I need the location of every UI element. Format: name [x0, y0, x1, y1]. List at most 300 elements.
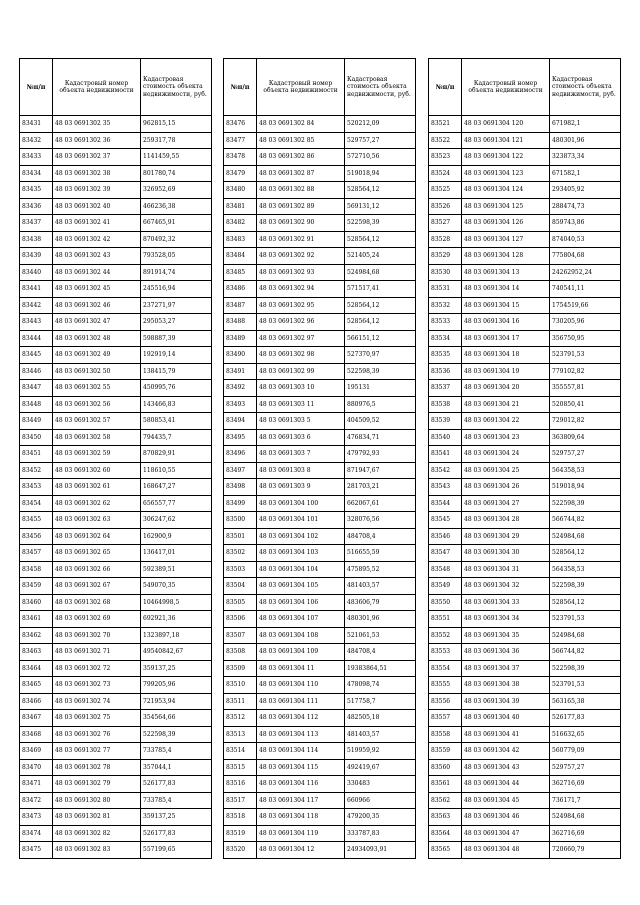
cadastral-value-cell: 516655,59	[345, 545, 416, 562]
cadastral-value-cell: 527370,97	[345, 347, 416, 364]
row-number-cell: 83560	[429, 759, 462, 776]
table-row	[429, 759, 621, 776]
cadastral-value-cell: 524984,68	[550, 627, 621, 644]
row-number-cell: 83463	[20, 644, 53, 661]
row-number-cell: 83467	[20, 710, 53, 727]
cadastral-value-cell: 482505,18	[345, 710, 416, 727]
cadastral-number-cell: 48 03 0691303 6	[257, 429, 345, 446]
header-number: №п/п	[224, 59, 257, 116]
cadastral-number-cell: 48 03 0691302 84	[257, 116, 345, 133]
header-cadastral-number: Кадастровый номер объекта недвижимости	[53, 59, 141, 116]
row-number-cell: 83558	[429, 726, 462, 743]
table-row	[20, 594, 212, 611]
row-number-cell: 83500	[224, 512, 257, 529]
row-number-cell: 83437	[20, 215, 53, 232]
row-number-cell: 83454	[20, 495, 53, 512]
table-row	[429, 693, 621, 710]
row-number-cell: 83483	[224, 231, 257, 248]
row-number-cell: 83444	[20, 330, 53, 347]
header-cadastral-value: Кадастровая стоимость объекта недвижимости, руб.	[345, 59, 416, 116]
row-number-cell: 83489	[224, 330, 257, 347]
row-number-cell: 83446	[20, 363, 53, 380]
table-header	[429, 59, 621, 116]
cadastral-value-cell: 293405,92	[550, 182, 621, 199]
row-number-cell: 83490	[224, 347, 257, 364]
cadastral-number-cell: 48 03 0691302 48	[53, 330, 141, 347]
cadastral-value-cell: 354564,66	[141, 710, 212, 727]
table-row	[429, 330, 621, 347]
table-row	[429, 380, 621, 397]
table-row	[429, 149, 621, 166]
cadastral-number-cell: 48 03 0691302 66	[53, 561, 141, 578]
row-number-cell: 83494	[224, 413, 257, 430]
table-row	[20, 248, 212, 265]
table-row	[429, 198, 621, 215]
table-row	[224, 231, 416, 248]
cadastral-value-cell: 517758,7	[345, 693, 416, 710]
cadastral-number-cell: 48 03 0691304 109	[257, 644, 345, 661]
cadastral-value-cell: 326952,69	[141, 182, 212, 199]
row-number-cell: 83443	[20, 314, 53, 331]
row-number-cell: 83465	[20, 677, 53, 694]
table-row	[20, 215, 212, 232]
cadastral-number-cell: 48 03 0691302 63	[53, 512, 141, 529]
table-row	[429, 594, 621, 611]
row-number-cell: 83527	[429, 215, 462, 232]
table-body	[20, 116, 212, 859]
cadastral-number-cell: 48 03 0691302 93	[257, 264, 345, 281]
cadastral-value-cell: 519959,92	[345, 743, 416, 760]
row-number-cell: 83492	[224, 380, 257, 397]
table-row	[224, 495, 416, 512]
cadastral-number-cell: 48 03 0691302 60	[53, 462, 141, 479]
row-number-cell: 83540	[429, 429, 462, 446]
row-number-cell: 83546	[429, 528, 462, 545]
table-row	[20, 512, 212, 529]
row-number-cell: 83534	[429, 330, 462, 347]
row-number-cell: 83477	[224, 132, 257, 149]
cadastral-value-cell: 520212,09	[345, 116, 416, 133]
table-row	[20, 462, 212, 479]
table-row	[224, 594, 416, 611]
row-number-cell: 83473	[20, 809, 53, 826]
cadastral-number-cell: 48 03 0691304 44	[462, 776, 550, 793]
row-number-cell: 83499	[224, 495, 257, 512]
table-row	[429, 462, 621, 479]
header-number: №п/п	[429, 59, 462, 116]
row-number-cell: 83530	[429, 264, 462, 281]
table-row	[224, 297, 416, 314]
table-row	[20, 281, 212, 298]
row-number-cell: 83523	[429, 149, 462, 166]
cadastral-value-cell: 476834,71	[345, 429, 416, 446]
table-row	[20, 495, 212, 512]
cadastral-value-cell: 1141459,55	[141, 149, 212, 166]
row-number-cell: 83493	[224, 396, 257, 413]
row-number-cell: 83539	[429, 413, 462, 430]
table-row	[429, 182, 621, 199]
cadastral-value-cell: 49540842,67	[141, 644, 212, 661]
row-number-cell: 83434	[20, 165, 53, 182]
table-row	[20, 116, 212, 133]
cadastral-value-cell: 801780,74	[141, 165, 212, 182]
row-number-cell: 83495	[224, 429, 257, 446]
table-row	[224, 413, 416, 430]
row-number-cell: 83461	[20, 611, 53, 628]
cadastral-value-cell: 355557,81	[550, 380, 621, 397]
table-row	[429, 677, 621, 694]
cadastral-number-cell: 48 03 0691302 90	[257, 215, 345, 232]
cadastral-value-cell: 522598,39	[550, 495, 621, 512]
cadastral-value-cell: 357044,1	[141, 759, 212, 776]
row-number-cell: 83510	[224, 677, 257, 694]
row-number-cell: 83458	[20, 561, 53, 578]
cadastral-number-cell: 48 03 0691304 114	[257, 743, 345, 760]
cadastral-number-cell: 48 03 0691302 67	[53, 578, 141, 595]
table-row	[20, 726, 212, 743]
cadastral-value-cell: 281703,21	[345, 479, 416, 496]
table-row	[224, 198, 416, 215]
cadastral-number-cell: 48 03 0691302 89	[257, 198, 345, 215]
cadastral-number-cell: 48 03 0691304 36	[462, 644, 550, 661]
cadastral-number-cell: 48 03 0691302 56	[53, 396, 141, 413]
cadastral-number-cell: 48 03 0691304 103	[257, 545, 345, 562]
cadastral-number-cell: 48 03 0691303 10	[257, 380, 345, 397]
row-number-cell: 83537	[429, 380, 462, 397]
row-number-cell: 83507	[224, 627, 257, 644]
table-row	[429, 710, 621, 727]
row-number-cell: 83515	[224, 759, 257, 776]
table-row	[429, 479, 621, 496]
row-number-cell: 83432	[20, 132, 53, 149]
cadastral-value-cell: 483606,79	[345, 594, 416, 611]
row-number-cell: 83547	[429, 545, 462, 562]
table-row	[429, 528, 621, 545]
table-row	[429, 446, 621, 463]
cadastral-value-cell: 528564,12	[550, 594, 621, 611]
cadastral-value-cell: 529757,27	[550, 446, 621, 463]
table-row	[20, 627, 212, 644]
cadastral-number-cell: 48 03 0691304 102	[257, 528, 345, 545]
cadastral-value-cell: 528564,12	[345, 297, 416, 314]
table-row	[20, 413, 212, 430]
cadastral-value-cell: 720660,79	[550, 842, 621, 859]
cadastral-value-cell: 522598,39	[550, 660, 621, 677]
row-number-cell: 83479	[224, 165, 257, 182]
table-row	[429, 116, 621, 133]
cadastral-value-cell: 484708,4	[345, 528, 416, 545]
cadastral-value-cell: 480301,96	[345, 611, 416, 628]
row-number-cell: 83503	[224, 561, 257, 578]
row-number-cell: 83497	[224, 462, 257, 479]
table-row	[224, 561, 416, 578]
table-row	[224, 396, 416, 413]
cadastral-number-cell: 48 03 0691304 18	[462, 347, 550, 364]
row-number-cell: 83509	[224, 660, 257, 677]
cadastral-number-cell: 48 03 0691304 108	[257, 627, 345, 644]
table-header	[224, 59, 416, 116]
cadastral-value-cell: 779102,82	[550, 363, 621, 380]
cadastral-number-cell: 48 03 0691304 41	[462, 726, 550, 743]
cadastral-number-cell: 48 03 0691302 35	[53, 116, 141, 133]
table-row	[429, 231, 621, 248]
cadastral-number-cell: 48 03 0691302 45	[53, 281, 141, 298]
cadastral-value-cell: 740541,11	[550, 281, 621, 298]
cadastral-value-cell: 529757,27	[550, 759, 621, 776]
table-row	[429, 726, 621, 743]
cadastral-value-cell: 359137,25	[141, 809, 212, 826]
table-row	[224, 743, 416, 760]
cadastral-table-1	[19, 58, 212, 859]
cadastral-value-cell: 729012,82	[550, 413, 621, 430]
table-row	[224, 264, 416, 281]
table-row	[429, 561, 621, 578]
cadastral-number-cell: 48 03 0691304 20	[462, 380, 550, 397]
table-row	[20, 528, 212, 545]
table-row	[224, 347, 416, 364]
table-row	[429, 512, 621, 529]
table-row	[224, 330, 416, 347]
cadastral-value-cell: 528564,12	[345, 182, 416, 199]
table-header	[20, 59, 212, 116]
table-row	[224, 693, 416, 710]
cadastral-value-cell: 138415,79	[141, 363, 212, 380]
cadastral-number-cell: 48 03 0691304 25	[462, 462, 550, 479]
table-row	[429, 545, 621, 562]
cadastral-table-3	[428, 58, 621, 859]
cadastral-number-cell: 48 03 0691304 119	[257, 825, 345, 842]
cadastral-number-cell: 48 03 0691304 29	[462, 528, 550, 545]
cadastral-number-cell: 48 03 0691302 55	[53, 380, 141, 397]
row-number-cell: 83504	[224, 578, 257, 595]
row-number-cell: 83501	[224, 528, 257, 545]
table-row	[20, 561, 212, 578]
table-row	[429, 413, 621, 430]
cadastral-number-cell: 48 03 0691302 69	[53, 611, 141, 628]
cadastral-value-cell: 526177,83	[141, 776, 212, 793]
row-number-cell: 83556	[429, 693, 462, 710]
cadastral-number-cell: 48 03 0691304 125	[462, 198, 550, 215]
cadastral-value-cell: 475895,52	[345, 561, 416, 578]
row-number-cell: 83533	[429, 314, 462, 331]
row-number-cell: 83485	[224, 264, 257, 281]
cadastral-number-cell: 48 03 0691304 47	[462, 825, 550, 842]
cadastral-number-cell: 48 03 0691304 13	[462, 264, 550, 281]
cadastral-number-cell: 48 03 0691304 15	[462, 297, 550, 314]
cadastral-number-cell: 48 03 0691302 79	[53, 776, 141, 793]
table-row	[224, 116, 416, 133]
cadastral-value-cell: 571517,41	[345, 281, 416, 298]
table-row	[224, 248, 416, 265]
table-row	[20, 198, 212, 215]
row-number-cell: 83555	[429, 677, 462, 694]
row-number-cell: 83433	[20, 149, 53, 166]
table-row	[20, 363, 212, 380]
cadastral-number-cell: 48 03 0691304 37	[462, 660, 550, 677]
cadastral-number-cell: 48 03 0691302 76	[53, 726, 141, 743]
cadastral-value-cell: 874040,53	[550, 231, 621, 248]
table-row	[20, 132, 212, 149]
row-number-cell: 83544	[429, 495, 462, 512]
cadastral-number-cell: 48 03 0691302 96	[257, 314, 345, 331]
cadastral-value-cell: 306247,62	[141, 512, 212, 529]
table-row	[20, 446, 212, 463]
cadastral-value-cell: 526177,83	[550, 710, 621, 727]
table-row	[20, 264, 212, 281]
cadastral-value-cell: 481403,57	[345, 578, 416, 595]
table-row	[224, 363, 416, 380]
cadastral-value-cell: 775804,68	[550, 248, 621, 265]
cadastral-number-cell: 48 03 0691304 35	[462, 627, 550, 644]
cadastral-value-cell: 962815,15	[141, 116, 212, 133]
row-number-cell: 83482	[224, 215, 257, 232]
cadastral-value-cell: 528564,12	[345, 231, 416, 248]
row-number-cell: 83486	[224, 281, 257, 298]
cadastral-number-cell: 48 03 0691302 59	[53, 446, 141, 463]
row-number-cell: 83460	[20, 594, 53, 611]
row-number-cell: 83449	[20, 413, 53, 430]
row-number-cell: 83511	[224, 693, 257, 710]
cadastral-value-cell: 880976,5	[345, 396, 416, 413]
cadastral-value-cell: 295053,27	[141, 314, 212, 331]
table-row	[224, 792, 416, 809]
row-number-cell: 83505	[224, 594, 257, 611]
cadastral-value-cell: 730205,96	[550, 314, 621, 331]
cadastral-number-cell: 48 03 0691302 72	[53, 660, 141, 677]
table-row	[224, 446, 416, 463]
cadastral-value-cell: 563165,38	[550, 693, 621, 710]
row-number-cell: 83469	[20, 743, 53, 760]
cadastral-value-cell: 237271,97	[141, 297, 212, 314]
cadastral-value-cell: 520850,41	[550, 396, 621, 413]
cadastral-value-cell: 692921,36	[141, 611, 212, 628]
table-row	[20, 660, 212, 677]
table-row	[224, 825, 416, 842]
cadastral-number-cell: 48 03 0691302 64	[53, 528, 141, 545]
cadastral-value-cell: 523791,53	[550, 611, 621, 628]
cadastral-value-cell: 492419,67	[345, 759, 416, 776]
cadastral-number-cell: 48 03 0691302 36	[53, 132, 141, 149]
cadastral-value-cell: 549070,35	[141, 578, 212, 595]
cadastral-value-cell: 859743,86	[550, 215, 621, 232]
table-row	[429, 611, 621, 628]
cadastral-number-cell: 48 03 0691302 75	[53, 710, 141, 727]
cadastral-value-cell: 566151,12	[345, 330, 416, 347]
cadastral-number-cell: 48 03 0691304 11	[257, 660, 345, 677]
cadastral-value-cell: 662067,61	[345, 495, 416, 512]
cadastral-value-cell: 356750,95	[550, 330, 621, 347]
cadastral-number-cell: 48 03 0691304 105	[257, 578, 345, 595]
cadastral-value-cell: 870492,32	[141, 231, 212, 248]
cadastral-value-cell: 1323897,18	[141, 627, 212, 644]
cadastral-number-cell: 48 03 0691304 120	[462, 116, 550, 133]
cadastral-number-cell: 48 03 0691302 49	[53, 347, 141, 364]
cadastral-value-cell: 566744,82	[550, 512, 621, 529]
cadastral-value-cell: 526177,83	[141, 825, 212, 842]
row-number-cell: 83478	[224, 149, 257, 166]
cadastral-number-cell: 48 03 0691304 46	[462, 809, 550, 826]
cadastral-number-cell: 48 03 0691304 30	[462, 545, 550, 562]
cadastral-number-cell: 48 03 0691302 94	[257, 281, 345, 298]
row-number-cell: 83440	[20, 264, 53, 281]
row-number-cell: 83436	[20, 198, 53, 215]
cadastral-number-cell: 48 03 0691303 8	[257, 462, 345, 479]
cadastral-value-cell: 519018,94	[550, 479, 621, 496]
cadastral-number-cell: 48 03 0691302 65	[53, 545, 141, 562]
row-number-cell: 83536	[429, 363, 462, 380]
row-number-cell: 83535	[429, 347, 462, 364]
table-row	[224, 677, 416, 694]
table-row	[20, 693, 212, 710]
table-row	[224, 462, 416, 479]
table-row	[20, 743, 212, 760]
row-number-cell: 83562	[429, 792, 462, 809]
cadastral-value-cell: 162900,9	[141, 528, 212, 545]
cadastral-number-cell: 48 03 0691304 38	[462, 677, 550, 694]
cadastral-value-cell: 522598,39	[345, 215, 416, 232]
cadastral-number-cell: 48 03 0691304 128	[462, 248, 550, 265]
row-number-cell: 83522	[429, 132, 462, 149]
table-row	[20, 545, 212, 562]
cadastral-number-cell: 48 03 0691302 68	[53, 594, 141, 611]
table-row	[224, 842, 416, 859]
cadastral-value-cell: 479792,93	[345, 446, 416, 463]
cadastral-number-cell: 48 03 0691304 17	[462, 330, 550, 347]
cadastral-number-cell: 48 03 0691302 98	[257, 347, 345, 364]
cadastral-value-cell: 564358,53	[550, 462, 621, 479]
cadastral-number-cell: 48 03 0691304 126	[462, 215, 550, 232]
cadastral-number-cell: 48 03 0691304 113	[257, 726, 345, 743]
cadastral-number-cell: 48 03 0691302 58	[53, 429, 141, 446]
row-number-cell: 83514	[224, 743, 257, 760]
cadastral-number-cell: 48 03 0691304 40	[462, 710, 550, 727]
cadastral-number-cell: 48 03 0691304 14	[462, 281, 550, 298]
cadastral-number-cell: 48 03 0691304 34	[462, 611, 550, 628]
row-number-cell: 83481	[224, 198, 257, 215]
cadastral-value-cell: 871947,67	[345, 462, 416, 479]
cadastral-value-cell: 667465,91	[141, 215, 212, 232]
cadastral-value-cell: 466236,38	[141, 198, 212, 215]
row-number-cell: 83451	[20, 446, 53, 463]
cadastral-number-cell: 48 03 0691304 33	[462, 594, 550, 611]
cadastral-number-cell: 48 03 0691302 38	[53, 165, 141, 182]
table-row	[20, 182, 212, 199]
cadastral-value-cell: 288474,73	[550, 198, 621, 215]
cadastral-value-cell: 245516,94	[141, 281, 212, 298]
cadastral-value-cell: 328076,56	[345, 512, 416, 529]
cadastral-number-cell: 48 03 0691304 31	[462, 561, 550, 578]
row-number-cell: 83475	[20, 842, 53, 859]
cadastral-value-cell: 592389,51	[141, 561, 212, 578]
table-row	[20, 314, 212, 331]
row-number-cell: 83532	[429, 297, 462, 314]
cadastral-number-cell: 48 03 0691302 62	[53, 495, 141, 512]
table-row	[20, 165, 212, 182]
cadastral-value-cell: 362716,69	[550, 825, 621, 842]
cadastral-number-cell: 48 03 0691304 12	[257, 842, 345, 859]
table-row	[224, 726, 416, 743]
table-row	[20, 231, 212, 248]
cadastral-number-cell: 48 03 0691304 107	[257, 611, 345, 628]
cadastral-number-cell: 48 03 0691302 46	[53, 297, 141, 314]
cadastral-value-cell: 560779,09	[550, 743, 621, 760]
cadastral-number-cell: 48 03 0691302 40	[53, 198, 141, 215]
header-cadastral-number: Кадастровый номер объекта недвижимости	[257, 59, 345, 116]
cadastral-number-cell: 48 03 0691302 50	[53, 363, 141, 380]
cadastral-value-cell: 478098,74	[345, 677, 416, 694]
table-row	[429, 396, 621, 413]
cadastral-number-cell: 48 03 0691304 22	[462, 413, 550, 430]
